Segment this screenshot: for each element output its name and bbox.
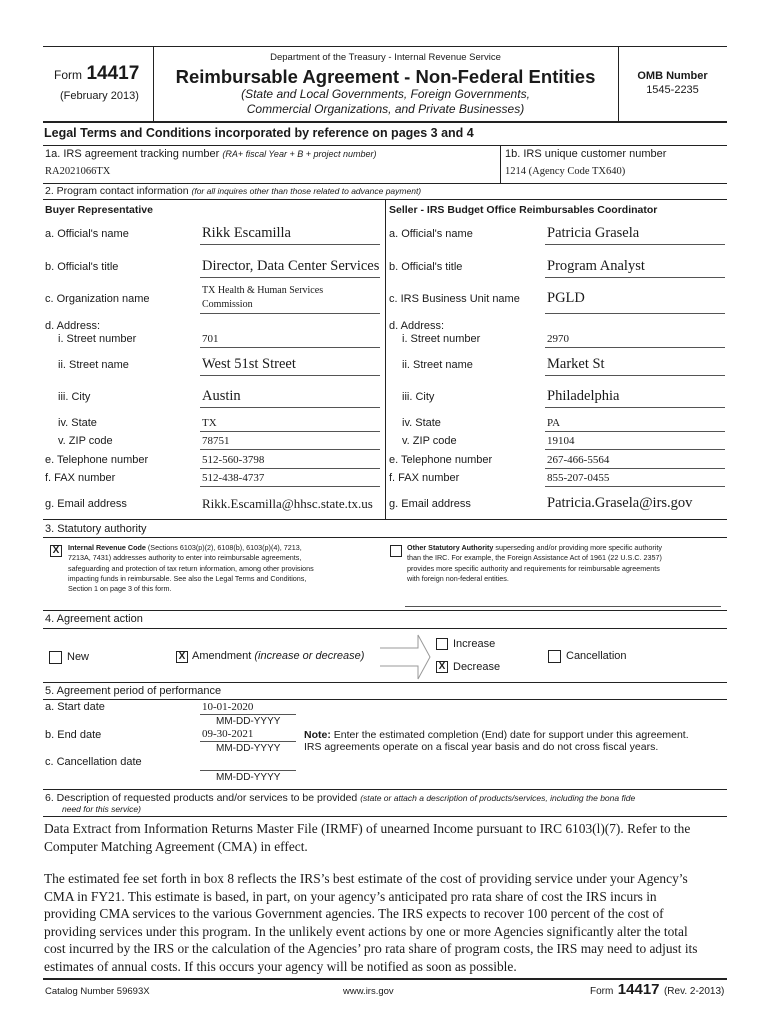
section2-center-divider [385, 199, 386, 519]
seller-city: Philadelphia [547, 388, 620, 404]
para2-line1: The estimated fee set forth in box 8 reflects the IRS’s best estimate of the cost of providing service under your Agency’s [44, 871, 688, 886]
footer-rule [43, 978, 727, 980]
cancellation-date-format: MM-DD-YYYY [216, 772, 281, 783]
buyer-city-label: iii. City [58, 391, 91, 403]
form-subtitle-line1: (State and Local Governments, Foreign Governments, [241, 87, 530, 101]
other-authority-underline [405, 606, 721, 607]
section5-header-rule [43, 699, 727, 700]
cancellation-checkbox[interactable] [548, 650, 561, 663]
buyer-state-label: iv. State [58, 417, 97, 429]
seller-telephone-label: e. Telephone number [389, 454, 493, 466]
increase-checkbox[interactable] [436, 638, 448, 650]
other-text-line3: provides more specific authority and requirements for reimbursable agreements [407, 563, 660, 573]
seller-street-name: Market St [547, 356, 605, 372]
description-hint-line1: (state or attach a description of products/services, including the bona fide [360, 793, 636, 803]
cancellation-date-underline [200, 770, 296, 771]
para2-line4: providing services under this program. In the unlikely event actions by one or more Agencies significantly alter the total [44, 923, 688, 939]
note-label: Note: [304, 729, 331, 741]
buyer-telephone: 512-560-3798 [202, 454, 265, 466]
buyer-street-name: West 51st Street [202, 356, 296, 372]
legal-terms-heading: Legal Terms and Conditions incorporated by reference on pages 3 and 4 [44, 126, 474, 140]
seller-city-label: iii. City [402, 391, 435, 403]
customer-number-label: 1b. IRS unique customer number [505, 148, 667, 160]
department-name: Department of the Treasury - Internal Revenue Service [270, 52, 501, 63]
footer-revision: (Rev. 2-2013) [663, 986, 725, 997]
buyer-email: Rikk.Escamilla@hhsc.state.tx.us [202, 496, 373, 511]
buyer-telephone-underline [200, 468, 380, 469]
end-date-format: MM-DD-YYYY [216, 743, 281, 754]
start-date-underline [200, 714, 296, 715]
amendment-hint: (increase or decrease) [254, 650, 365, 662]
irc-checkbox[interactable]: X [50, 545, 62, 557]
section1-divider [500, 145, 501, 183]
arrow-right-icon [378, 632, 438, 682]
seller-zip: 19104 [547, 435, 575, 447]
seller-city-underline [545, 407, 725, 408]
decrease-checkbox[interactable]: X [436, 661, 448, 673]
program-contact-hint: (for all inquires other than those related to advance payment) [191, 186, 422, 196]
seller-telephone-underline [545, 468, 725, 469]
section6-header-rule [43, 816, 727, 817]
para2-line5: cost incurred by the IRS or the calculation of the Agencies’ pro rata share of program costs, the IRS may need to adjust its [44, 941, 698, 957]
buyer-official-name-label: a. Official's name [45, 228, 129, 240]
section1-top-rule [43, 145, 727, 146]
irc-text-line2: 7213A, 7431) addresses authority to enter into reimbursable agreements, [68, 553, 302, 563]
seller-address-label: d. Address: [389, 320, 445, 332]
other-authority-text [407, 543, 662, 584]
catalog-number: Catalog Number 59693X [45, 986, 150, 997]
other-text-line2: than the IRC. For example, the Foreign Assistance Act of 1961 (22 U.S.C. 2357) [407, 553, 662, 563]
period-note-line1 [304, 729, 689, 741]
buyer-zip-label: v. ZIP code [58, 435, 113, 447]
seller-name-underline [545, 244, 725, 245]
buyer-org-name-line2: Commission [202, 299, 253, 310]
buyer-zip: 78751 [202, 435, 230, 447]
buyer-fax-underline [200, 486, 380, 487]
buyer-fax-label: f. FAX number [45, 472, 116, 484]
irc-title: Internal Revenue Code [68, 543, 146, 552]
seller-zip-underline [545, 449, 725, 450]
start-date-value: 10-01-2020 [202, 701, 254, 713]
new-label: New [67, 651, 90, 663]
buyer-street-number-underline [200, 347, 380, 348]
other-title: Other Statutory Authority [407, 543, 494, 552]
buyer-telephone-label: e. Telephone number [45, 454, 149, 466]
buyer-name-underline [200, 244, 380, 245]
buyer-official-name: Rikk Escamilla [202, 225, 291, 241]
seller-title-underline [545, 277, 725, 278]
seller-state: PA [547, 417, 561, 429]
irc-text-line5: Section 1 on page 3 of this form. [68, 584, 172, 594]
irc-text-line1 [68, 543, 314, 553]
section2-top-rule [43, 183, 727, 184]
buyer-email-label: g. Email address [45, 498, 127, 510]
start-date-label: a. Start date [45, 701, 105, 713]
buyer-street-number-label: i. Street number [58, 333, 137, 345]
description-hint-line2: need for this service) [62, 804, 141, 814]
footer-form-label: Form [590, 986, 614, 997]
seller-street-name-label: ii. Street name [402, 359, 473, 371]
para2-line3: providing CMA services to the various Government agencies. The IRS expects to recover 100 percent of the cost of [44, 906, 664, 922]
increase-label: Increase [453, 638, 496, 650]
form-number: 14417 [86, 63, 140, 84]
section4-header-rule [43, 628, 727, 629]
customer-number-value: 1214 (Agency Code TX640) [505, 166, 626, 177]
section6-top-rule [43, 789, 727, 790]
section5-top-rule [43, 682, 727, 683]
seller-business-unit: PGLD [547, 290, 585, 306]
note-line1-text: Enter the estimated completion (End) date for support under this agreement. [333, 729, 689, 741]
seller-email: Patricia.Grasela@irs.gov [547, 495, 693, 511]
form-subtitle-line2: Commercial Organizations, and Private Businesses) [246, 102, 525, 116]
period-label: 5. Agreement period of performance [45, 685, 222, 697]
tracking-number-hint: (RA+ fiscal Year + B + project number) [222, 149, 377, 159]
seller-fax: 855-207-0455 [547, 472, 610, 484]
buyer-official-title: Director, Data Center Services [202, 258, 380, 274]
other-authority-checkbox[interactable] [390, 545, 402, 557]
description-label [45, 792, 635, 804]
buyer-official-title-label: b. Official's title [45, 261, 119, 273]
para1-line2: Computer Matching Agreement (CMA) in effect. [44, 838, 308, 854]
omb-label: OMB Number [637, 70, 708, 82]
buyer-org-name-line1: TX Health & Human Services [202, 285, 324, 296]
seller-email-label: g. Email address [389, 498, 471, 510]
period-note [304, 729, 689, 753]
irc-text-line3: safeguarding and protection of tax return information, among other provisions [68, 563, 314, 573]
seller-zip-label: v. ZIP code [402, 435, 457, 447]
form-label: Form [54, 68, 82, 82]
para1-line1: Data Extract from Information Returns Master File (IRMF) of unearned Income pursuant to IRC 6103(l)(7). Refer to the [44, 821, 691, 836]
buyer-header: Buyer Representative [45, 204, 153, 216]
buyer-address-label: d. Address: [45, 320, 101, 332]
seller-state-underline [545, 431, 725, 432]
buyer-street-name-label: ii. Street name [58, 359, 129, 371]
program-contact-label [45, 185, 421, 197]
header-bottom-rule [43, 121, 727, 123]
buyer-city-underline [200, 407, 380, 408]
cancellation-label: Cancellation [566, 650, 627, 662]
form-number-block [54, 63, 139, 85]
buyer-state-underline [200, 431, 380, 432]
description-label-text: 6. Description of requested products and/or services to be provided [45, 792, 358, 804]
program-contact-label-text: 2. Program contact information [45, 185, 189, 197]
irc-text-line4: impacting funds in reimbursable. See also the Legal Terms and Conditions, [68, 573, 307, 583]
other-text-line1 [407, 543, 662, 553]
tracking-number-label-text: 1a. IRS agreement tracking number [45, 148, 220, 160]
seller-fax-label: f. FAX number [389, 472, 460, 484]
footer-form-number [590, 981, 724, 999]
agreement-action-label: 4. Agreement action [45, 613, 143, 625]
form-date: (February 2013) [60, 90, 139, 102]
decrease-label: Decrease [453, 661, 501, 673]
end-date-value: 09-30-2021 [202, 728, 254, 740]
seller-telephone: 267-466-5564 [547, 454, 610, 466]
buyer-org-name-label: c. Organization name [45, 293, 150, 305]
seller-street-number-underline [545, 347, 725, 348]
seller-official-title: Program Analyst [547, 258, 645, 274]
amendment-label [192, 650, 364, 662]
statutory-authority-label: 3. Statutory authority [45, 523, 147, 535]
buyer-street-name-underline [200, 375, 380, 376]
irs-website[interactable]: www.irs.gov [343, 986, 394, 997]
seller-state-label: iv. State [402, 417, 441, 429]
amendment-checkbox[interactable]: X [176, 651, 188, 663]
seller-street-number-label: i. Street number [402, 333, 481, 345]
irc-text [68, 543, 314, 594]
form-title: Reimbursable Agreement - Non-Federal Entities [175, 66, 596, 87]
irc-text-l1: (Sections 6103(p)(2), 6108(b), 6103(p)(4), 7213, [147, 543, 302, 552]
end-date-label: b. End date [45, 729, 102, 741]
section3-top-rule [43, 519, 727, 520]
seller-official-name: Patricia Grasela [547, 225, 640, 241]
para2-line2: CMA in FY21. This estimate is based, in part, on your agency’s anticipated pro rata share of cost the IRS incurs in [44, 888, 657, 904]
section3-header-rule [43, 537, 727, 538]
footer-form-num: 14417 [617, 981, 660, 998]
end-date-underline [200, 741, 296, 742]
buyer-title-underline [200, 277, 380, 278]
amendment-label-text: Amendment [192, 650, 252, 662]
seller-header: Seller - IRS Budget Office Reimbursables Coordinator [389, 204, 658, 216]
para2-line6: estimates of annual costs. If this occurs your agency will be notified as soon as possible. [44, 958, 517, 974]
description-paragraph-1 [44, 820, 690, 855]
buyer-zip-underline [200, 449, 380, 450]
cancellation-date-label: c. Cancellation date [45, 756, 142, 768]
buyer-city: Austin [202, 388, 241, 404]
seller-official-title-label: b. Official's title [389, 261, 463, 273]
other-text-l1: superseding and/or providing more specific authority [495, 543, 662, 552]
tracking-number-value: RA2021066TX [45, 166, 111, 177]
buyer-org-underline [200, 313, 380, 314]
seller-fax-underline [545, 486, 725, 487]
start-date-format: MM-DD-YYYY [216, 716, 281, 727]
seller-business-unit-underline [545, 313, 725, 314]
section4-top-rule [43, 610, 727, 611]
new-checkbox[interactable] [49, 651, 62, 664]
other-text-line4: with foreign non-federal entities. [407, 573, 509, 583]
period-note-line2: IRS agreements operate on a fiscal year basis and do not cross fiscal years. [304, 741, 659, 753]
buyer-fax: 512-438-4737 [202, 472, 265, 484]
tracking-number-label [45, 148, 376, 160]
buyer-state: TX [202, 417, 217, 429]
header-top-rule [43, 46, 727, 47]
seller-business-unit-label: c. IRS Business Unit name [389, 293, 520, 305]
omb-number: 1545-2235 [646, 84, 699, 96]
seller-street-name-underline [545, 375, 725, 376]
seller-street-number: 2970 [547, 333, 569, 345]
description-paragraph-2 [44, 870, 697, 976]
buyer-street-number: 701 [202, 333, 219, 345]
seller-official-name-label: a. Official's name [389, 228, 473, 240]
